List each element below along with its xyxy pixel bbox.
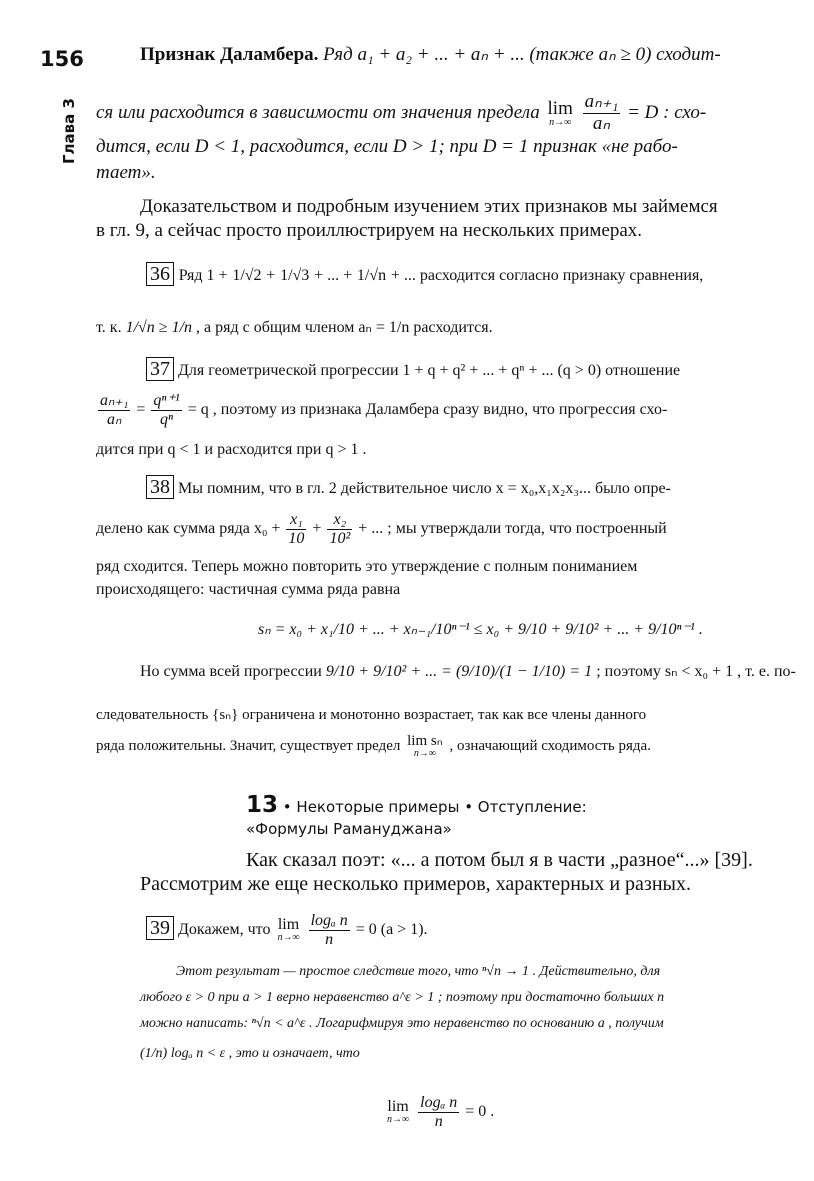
ex39-final-eq: = 0 . bbox=[465, 1102, 495, 1120]
chapter-label: Глава 3 bbox=[60, 98, 78, 164]
ex37-text1: Для геометрической прогрессии 1 + q + q² + ... + qⁿ + ... (q > 0) отношение bbox=[178, 362, 681, 379]
ex38-line4: происходящего: частичная сумма ряда равна bbox=[96, 581, 401, 598]
ex38-line2-tail: + ... ; мы утверждали тогда, что построенный bbox=[358, 519, 667, 537]
ex38-formula: sₙ = x₀ + x₁/10 + ... + xₙ₋₁/10ⁿ⁻¹ ≤ x₀ + 9/10 + 9/10² + ... + 9/10ⁿ⁻¹ . bbox=[258, 621, 703, 638]
lim-sub: n→∞ bbox=[413, 748, 436, 759]
ex38-line7 bbox=[96, 734, 651, 759]
ex39-p4: (1/n) logₐ n < ε , это и означает, что bbox=[140, 1046, 360, 1061]
frac-top: aₙ₊₁ bbox=[100, 392, 129, 409]
ex36-mid: + ... + bbox=[314, 267, 353, 284]
section-number: 13 bbox=[246, 792, 279, 818]
ex38-line1 bbox=[146, 475, 671, 499]
dalembert-line1 bbox=[140, 44, 721, 67]
ex38-line5 bbox=[140, 662, 796, 681]
ex38-line5-tail: ; поэтому sₙ < x₀ + 1 , т. е. по- bbox=[596, 663, 796, 680]
ex36-line2-pre: т. к. bbox=[96, 319, 122, 336]
ex36-line2-tail: , а ряд с общим членом aₙ = 1/n расходится. bbox=[196, 319, 493, 336]
frac-top: x₁ bbox=[286, 511, 306, 530]
dalembert-title: Признак Даламбера. bbox=[140, 44, 319, 65]
frac-bottom: n bbox=[434, 1112, 443, 1130]
example-number: 36 bbox=[146, 262, 174, 286]
ex37-frac2 bbox=[151, 392, 181, 428]
section-title-line1: • Некоторые примеры • Отступление: bbox=[282, 798, 587, 816]
ex36-last: 1/√n bbox=[356, 267, 387, 284]
ex39-final bbox=[384, 1094, 494, 1130]
lim-word: lim bbox=[547, 97, 573, 119]
frac-top: x₂ bbox=[327, 511, 352, 530]
ex36-pre: Ряд 1 + bbox=[178, 267, 228, 284]
example-number: 38 bbox=[146, 475, 174, 499]
ex36-line1: 36 Ряд 1 + 1/√2 + 1/√3 + ... + 1/√n + ... расходится согласно признаку сравнения, bbox=[146, 262, 703, 287]
lim-sub: n→∞ bbox=[549, 116, 572, 128]
limit bbox=[277, 917, 299, 943]
lim-word: lim bbox=[277, 916, 300, 934]
ex39-line1 bbox=[146, 912, 428, 948]
ex37-frac1 bbox=[98, 392, 130, 428]
ex39-tail: = 0 (a > 1). bbox=[355, 920, 428, 938]
ex38-line7-pre: ряда положительны. Значит, существует предел bbox=[96, 737, 401, 754]
ex38-line3: ряд сходится. Теперь можно повторить это утверждение с полным пониманием bbox=[96, 558, 638, 575]
ex38-line5-mid: 9/10 + 9/10² + ... = (9/10)/(1 − 1/10) = 1 bbox=[325, 663, 593, 680]
example-number: 37 bbox=[146, 357, 174, 381]
equals: = bbox=[136, 400, 146, 418]
limit bbox=[407, 734, 443, 759]
intro-line2: в гл. 9, а сейчас просто проиллюстрируем на нескольких примерах. bbox=[96, 220, 643, 241]
frac-top: logₐ n bbox=[310, 912, 348, 929]
lim-word: lim bbox=[387, 1098, 409, 1116]
ex38-line2-pre: делено как сумма ряда x₀ + bbox=[96, 519, 281, 537]
limit bbox=[548, 99, 573, 128]
ex39-p2: любого ε > 0 при a > 1 верно неравенство a^ε > 1 ; поэтому при достаточно больших n bbox=[140, 990, 665, 1005]
dalembert-line3: дится, если D < 1, расходится, если D > 1; при D = 1 признак «не рабо- bbox=[96, 136, 678, 157]
ex36-tail: + ... расходится согласно признаку сравнения, bbox=[390, 267, 704, 284]
page-number: 156 bbox=[40, 47, 84, 71]
lim-sub: n→∞ bbox=[387, 1114, 410, 1126]
frac-bottom: 10² bbox=[329, 529, 351, 547]
dalembert-text2: ся или расходится в зависимости от значения предела bbox=[96, 101, 540, 123]
ex38-text1: Мы помним, что в гл. 2 действительное число x = x₀,x₁x₂x₃... было опре- bbox=[178, 480, 671, 497]
ex38-line6: следовательность {sₙ} ограничена и монотонно возрастает, так как все члены данного bbox=[96, 707, 647, 723]
ex36-term2: 1/√3 bbox=[280, 267, 310, 284]
example-number: 39 bbox=[146, 916, 174, 940]
ex39-frac bbox=[309, 912, 350, 948]
frac-bottom: 10 bbox=[288, 529, 305, 547]
ex36-term1: 1/√2 bbox=[232, 267, 262, 284]
ex39-pre: Докажем, что bbox=[178, 920, 271, 938]
lim-word: lim sₙ bbox=[407, 733, 443, 749]
frac-top: qⁿ⁺¹ bbox=[153, 392, 180, 409]
section-intro: Рассмотрим же еще несколько примеров, характерных и разных. bbox=[140, 873, 691, 895]
ex37-line2 bbox=[96, 392, 667, 428]
ex38-line5-pre: Но сумма всей прогрессии bbox=[140, 663, 322, 680]
section-heading bbox=[246, 792, 587, 820]
ex38-frac1 bbox=[286, 511, 306, 547]
ex36-ineq: 1/√n ≥ 1/n bbox=[125, 319, 193, 336]
ex39-p1: Этот результат — простое следствие того, что ⁿ√n → 1 . Действительно, для bbox=[176, 964, 661, 979]
lim-sub: n→∞ bbox=[277, 932, 300, 944]
frac-bottom: qⁿ bbox=[160, 410, 174, 428]
intro-line1: Доказательством и подробным изучением этих признаков мы займемся bbox=[140, 196, 718, 217]
dalembert-line4: тает». bbox=[96, 162, 156, 183]
dalembert-text1: Ряд a₁ + a₂ + ... + aₙ + ... (также aₙ ≥ 0) сходит- bbox=[323, 44, 721, 65]
ex39-final-frac bbox=[418, 1094, 459, 1130]
epigraph: Как сказал поэт: «... а потом был я в части „разное“...» [39]. bbox=[246, 849, 753, 871]
dalembert-line2 bbox=[96, 92, 706, 135]
ex39-p3: можно написать: ⁿ√n < a^ε . Логарифмируя это неравенство по основанию a , получим bbox=[140, 1016, 664, 1031]
ex38-frac2 bbox=[327, 511, 352, 547]
section-title-line2: «Формулы Рамануджана» bbox=[246, 820, 452, 838]
ex37-tail: = q , поэтому из признака Даламбера сразу видно, что прогрессия схо- bbox=[187, 400, 668, 418]
ex38-line7-tail: , означающий сходимость ряда. bbox=[449, 737, 651, 754]
ex37-line3: дится при q < 1 и расходится при q > 1 . bbox=[96, 441, 367, 458]
frac-bottom: aₙ bbox=[107, 410, 122, 428]
frac-bottom: n bbox=[325, 930, 334, 948]
limit bbox=[387, 1099, 409, 1125]
plus: + bbox=[312, 519, 322, 537]
ex38-line2 bbox=[96, 511, 667, 547]
frac-top: logₐ n bbox=[420, 1094, 458, 1111]
ex36-line2 bbox=[96, 318, 493, 337]
dalembert-tail: = D : схо- bbox=[627, 101, 707, 123]
frac-bottom: aₙ bbox=[592, 112, 610, 134]
ex37-line1 bbox=[146, 357, 680, 381]
frac-top: aₙ₊₁ bbox=[584, 91, 619, 112]
ratio-fraction bbox=[583, 92, 621, 135]
